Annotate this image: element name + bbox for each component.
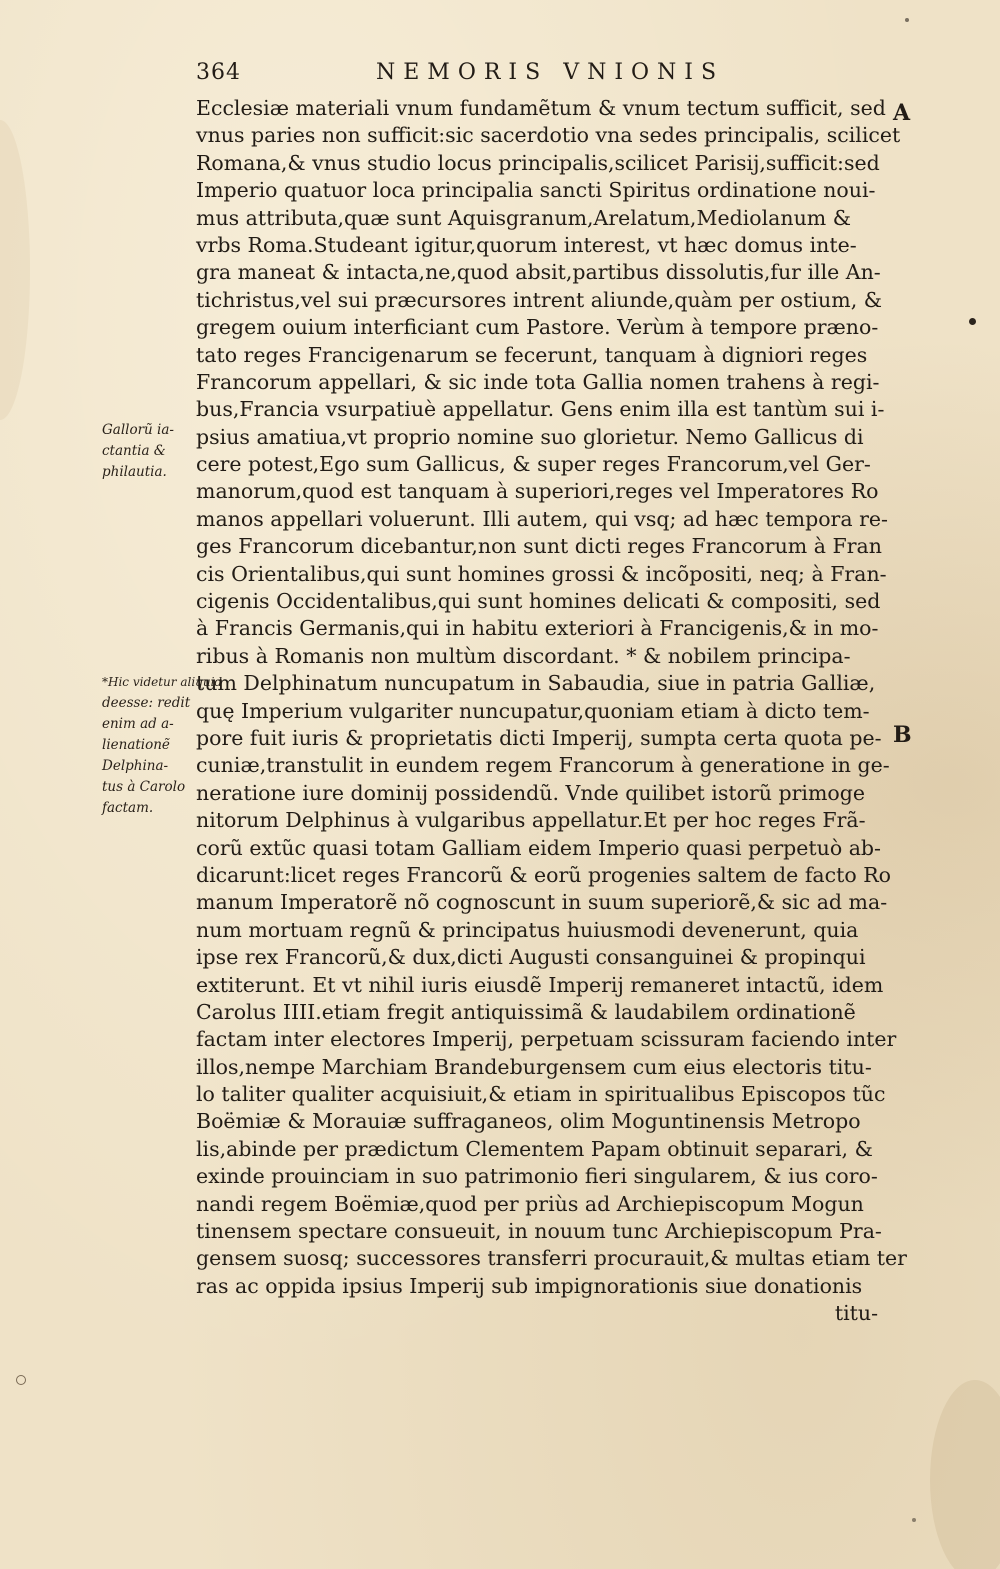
body-text <box>196 95 907 1328</box>
text-line: cuniæ,transtulit in eundem regem Francorum à generatione in ge- <box>196 753 890 778</box>
text-line: ges Francorum dicebantur,non sunt dicti reges Francorum à Fran <box>196 534 882 559</box>
catchword: titu- <box>834 1301 878 1326</box>
section-letter-b: B <box>893 722 912 748</box>
text-line: nitorum Delphinus à vulgaribus appellatur.Et per hoc reges Frã- <box>196 808 866 833</box>
running-title: NEMORIS VNIONIS <box>376 60 725 85</box>
ink-speck <box>905 18 909 22</box>
text-line: Francorum appellari, & sic inde tota Gallia nomen trahens à regi- <box>196 369 880 394</box>
marginal-note-line: deesse: redit <box>102 695 191 711</box>
marginal-note-line: philautia. <box>102 464 167 480</box>
text-line: vrbs Roma.Studeant igitur,quorum interest, vt hæc domus inte- <box>196 232 857 257</box>
ink-speck <box>912 1518 916 1522</box>
marginal-note-line: lienationẽ <box>102 737 170 753</box>
marginal-note-line: tus à Carolo <box>102 779 186 795</box>
text-line: gra maneat & intacta,ne,quod absit,partibus dissolutis,fur ille An- <box>196 260 881 285</box>
text-line: dicarunt:licet reges Francorũ & eorũ progenies saltem de facto Ro <box>196 862 891 887</box>
text-line: Carolus IIII.etiam fregit antiquissimã & laudabilem ordinationẽ <box>196 999 856 1024</box>
text-line: nandi regem Boëmiæ,quod per priùs ad Archiepiscopum Mogun <box>196 1191 864 1216</box>
text-line: bus,Francia vsurpatiuè appellatur. Gens enim illa est tantùm sui i- <box>196 397 885 422</box>
text-line: vnus paries non sufficit:sic sacerdotio vna sedes principalis, scilicet <box>196 123 901 148</box>
text-line: cigenis Occidentalibus,qui sunt homines delicati & compositi, sed <box>196 589 881 614</box>
text-line: pore fuit iuris & proprietatis dicti Imperij, sumpta certa quota pe- <box>196 725 882 750</box>
page-stain <box>0 120 30 420</box>
page-number: 364 <box>196 60 241 85</box>
text-line: à Francis Germanis,qui in habitu exteriori à Francigenis,& in mo- <box>196 616 879 641</box>
ink-speck <box>16 1375 26 1385</box>
section-letter-a: A <box>893 100 911 126</box>
text-line: tum Delphinatum nuncupatum in Sabaudia, siue in patria Galliæ, <box>196 671 876 696</box>
text-line: corũ extũc quasi totam Galliam eidem Imperio quasi perpetuò ab- <box>196 835 881 860</box>
marginal-note-line: ctantia & <box>102 443 166 459</box>
text-line: Boëmiæ & Morauiæ suffraganeos, olim Moguntinensis Metropo <box>196 1109 861 1134</box>
text-line: tinensem spectare consueuit, in nouum tunc Archiepiscopum Pra- <box>196 1219 882 1244</box>
text-line: gregem ouium interficiant cum Pastore. Verùm à tempore prænо- <box>196 315 879 340</box>
text-line: manos appellari voluerunt. Illi autem, qui vsq; ad hæc tempora re- <box>196 506 888 531</box>
marginal-note-line: *Hic videtur aliquid <box>102 675 223 689</box>
running-head <box>196 54 896 94</box>
text-line: factam inter electores Imperij, perpetuam scissuram faciendo inter <box>196 1027 897 1052</box>
text-line: psius amatiua,vt proprio nomine suo glorietur. Nemo Gallicus di <box>196 424 864 449</box>
text-line: num mortuam regnũ & principatus huiusmodi devenerunt, quia <box>196 917 859 942</box>
text-line: manum Imperatorẽ nõ cognoscunt in suum superiorẽ,& sic ad ma- <box>196 890 888 915</box>
marginal-note-line: Gallorũ ia- <box>102 422 174 438</box>
text-line: lis,abinde per prædictum Clementem Papam obtinuit separari, & <box>196 1136 873 1161</box>
text-line: tichristus,vel sui præcursores intrent aliunde,quàm per ostium, & <box>196 287 882 312</box>
text-line: Romana,& vnus studio locus principalis,scilicet Parisij,sufficit:sed <box>196 150 880 175</box>
marginal-note <box>102 672 223 819</box>
marginal-note-line: enim ad a- <box>102 716 174 732</box>
text-line: lo taliter qualiter acquisiuit,& etiam in spiritualibus Episcopos tũc <box>196 1082 886 1107</box>
text-line: Imperio quatuor loca principalia sancti Spiritus ordinatione noui- <box>196 178 876 203</box>
text-line: cere potest,Ego sum Gallicus, & super reges Francorum,vel Ger- <box>196 452 871 477</box>
text-line: ribus à Romanis non multùm discordant. * & nobilem principa- <box>196 643 851 668</box>
marginal-note <box>102 420 190 483</box>
text-line: exinde prouinciam in suo patrimonio fieri singularem, & ius coro- <box>196 1164 878 1189</box>
text-line: quę Imperium vulgariter nuncupatur,quoniam etiam à dicto tem- <box>196 698 870 723</box>
text-line: ipse rex Francorũ,& dux,dicti Augusti consanguinei & propinqui <box>196 945 866 970</box>
text-line: manorum,quod est tanquam à superiori,reges vel Imperatores Ro <box>196 479 879 504</box>
text-line: extiterunt. Et vt nihil iuris eiusdẽ Imperij remaneret intactũ, idem <box>196 972 884 997</box>
text-line: gensem suosq; successores transferri procurauit,& multas etiam ter <box>196 1246 907 1271</box>
ink-speck <box>969 318 976 325</box>
text-line: tato reges Francigenarum se fecerunt, tanquam à digniori reges <box>196 342 868 367</box>
marginal-note-line: factam. <box>102 800 154 816</box>
text-line: neratione iure dominij possidendũ. Vnde quilibet istorũ primoge <box>196 780 865 805</box>
text-line: ras ac oppida ipsius Imperij sub impignorationis siue donationis <box>196 1273 863 1298</box>
text-line: mus attributa,quæ sunt Aquisgranum,Arelatum,Mediolanum & <box>196 205 851 230</box>
marginal-note-line: Delphina- <box>102 758 169 774</box>
text-line: illos,nempe Marchiam Brandeburgensem cum eius electoris titu- <box>196 1054 872 1079</box>
text-line: Ecclesiæ materiali vnum fundamẽtum & vnum tectum sufficit, sed <box>196 96 886 120</box>
text-line: cis Orientalibus,qui sunt homines grossi & incõpositi, neq; à Fran- <box>196 561 887 586</box>
page-stain <box>930 1380 1000 1569</box>
